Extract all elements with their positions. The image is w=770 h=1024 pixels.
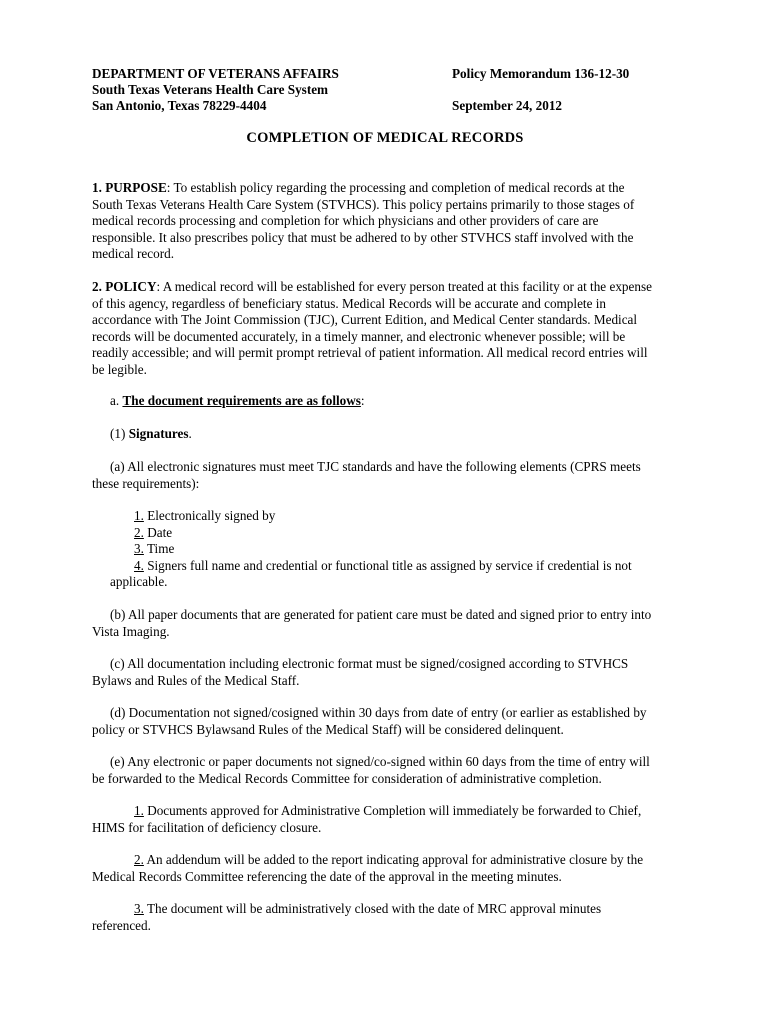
section-a-prefix: a. [110,393,123,408]
policy-paragraph [92,279,689,378]
purpose-line: responsible. It also prescribes policy that must be adhered to by other STVHCS staff involved with the [92,229,634,245]
item-c-line: Bylaws and Rules of the Medical Staff. [92,672,300,688]
list-item-number: 1. [134,508,144,523]
list-item-number: 4. [134,557,144,573]
elements-cont-line: applicable. [110,574,168,589]
sub-item-1-paragraph [92,803,689,836]
signatures-suffix: . [188,426,192,441]
header-address: San Antonio, Texas 78229-4404 [92,98,267,113]
purpose-line: : To establish policy regarding the processing and completion of medical records at the [166,180,625,195]
item-a-paragraph [92,459,689,492]
purpose-paragraph [92,180,689,263]
signatures-label: Signatures [128,426,189,441]
item-a-line: these requirements): [92,475,200,491]
item-d-line: (d) Documentation not signed/cosigned within 30 days from date of entry (or earlier as established by [110,705,647,720]
header-department: DEPARTMENT OF VETERANS AFFAIRS [92,66,339,81]
sub-item-number: 2. [134,852,144,867]
sub-item-line: Medical Records Committee referencing the date of the approval in the meeting minutes. [92,868,562,884]
item-b-line: (b) All paper documents that are generated for patient care must be dated and signed prior to entry into [110,607,652,622]
sub-item-line: An addendum will be added to the report indicating approval for administrative closure by the [143,852,644,867]
document-title: COMPLETION OF MEDICAL RECORDS [246,130,524,146]
policy-line: be legible. [92,361,147,377]
signature-elements-list [134,508,694,574]
policy-line: accordance with The Joint Commission (TJC), Current Edition, and Medical Center standards. Medical [92,312,638,327]
signatures-prefix: (1) [110,426,129,441]
list-item-text: Time [143,541,175,556]
list-item-text: Electronically signed by [143,508,276,523]
policy-line: of this agency, regardless of beneficiary status. Medical Records will be accurate and complete in [92,295,606,311]
purpose-line: South Texas Veterans Health Care System (STVHCS). This policy pertains primarily to those stages of [92,196,635,212]
sub-item-line: referenced. [92,917,151,933]
sub-item-number: 1. [134,803,144,818]
sub-item-number: 3. [134,901,144,916]
item-d-paragraph [92,705,689,738]
section-a-label: The document requirements are as follows [122,393,361,408]
sub-item-3-paragraph [92,901,689,934]
item-c-line: (c) All documentation including electronic format must be signed/cosigned according to STVHCS [110,656,629,671]
item-b-line: Vista Imaging. [92,623,170,639]
section-a-heading [92,393,689,410]
sub-item-2-paragraph [92,852,689,885]
header-date: September 24, 2012 [452,98,563,113]
item-e-line: be forwarded to the Medical Records Committee for consideration of administrative completion. [92,770,602,786]
sub-item-line: The document will be administratively closed with the date of MRC approval minutes [143,901,602,916]
signatures-heading [92,426,689,443]
elements-continuation [110,574,707,591]
purpose-label: 1. PURPOSE [92,180,167,195]
list-item-text: Signers full name and credential or functional title as assigned by service if credential is not [143,557,632,573]
list-item [134,558,694,575]
sub-item-line: Documents approved for Administrative Completion will immediately be forwarded to Chief, [143,803,642,818]
purpose-line: medical records processing and completion for which physicians and other providers of care are [92,213,599,228]
policy-line: readily accessible; and will permit prompt retrieval of patient information. All medical record entries will [92,345,648,360]
policy-line: : A medical record will be established for every person treated at this facility or at the expense [156,279,652,294]
header-memo-number: Policy Memorandum 136-12-30 [452,66,630,81]
sub-item-line: HIMS for facilitation of deficiency closure. [92,819,322,835]
item-a-line: (a) All electronic signatures must meet TJC standards and have the following elements (CPRS meets [110,459,641,474]
policy-label: 2. POLICY [92,279,157,294]
section-a-suffix: : [360,393,365,408]
item-e-line: (e) Any electronic or paper documents not signed/co-signed within 60 days from the time of entry will [110,754,650,769]
header-health-system: South Texas Veterans Health Care System [92,82,329,97]
item-c-paragraph [92,656,689,689]
list-item-number: 3. [134,541,144,556]
list-item [134,541,694,558]
purpose-line: medical record. [92,246,175,261]
item-e-paragraph [92,754,689,787]
item-d-line: policy or STVHCS Bylawsand Rules of the Medical Staff) will be considered delinquent. [92,721,564,737]
list-item [134,525,694,542]
policy-line: records will be documented accurately, in a timely manner, and electronic whenever possible; will be [92,328,626,344]
item-b-paragraph [92,607,689,640]
list-item [134,508,694,525]
list-item-number: 2. [134,524,144,540]
list-item-text: Date [143,524,173,540]
